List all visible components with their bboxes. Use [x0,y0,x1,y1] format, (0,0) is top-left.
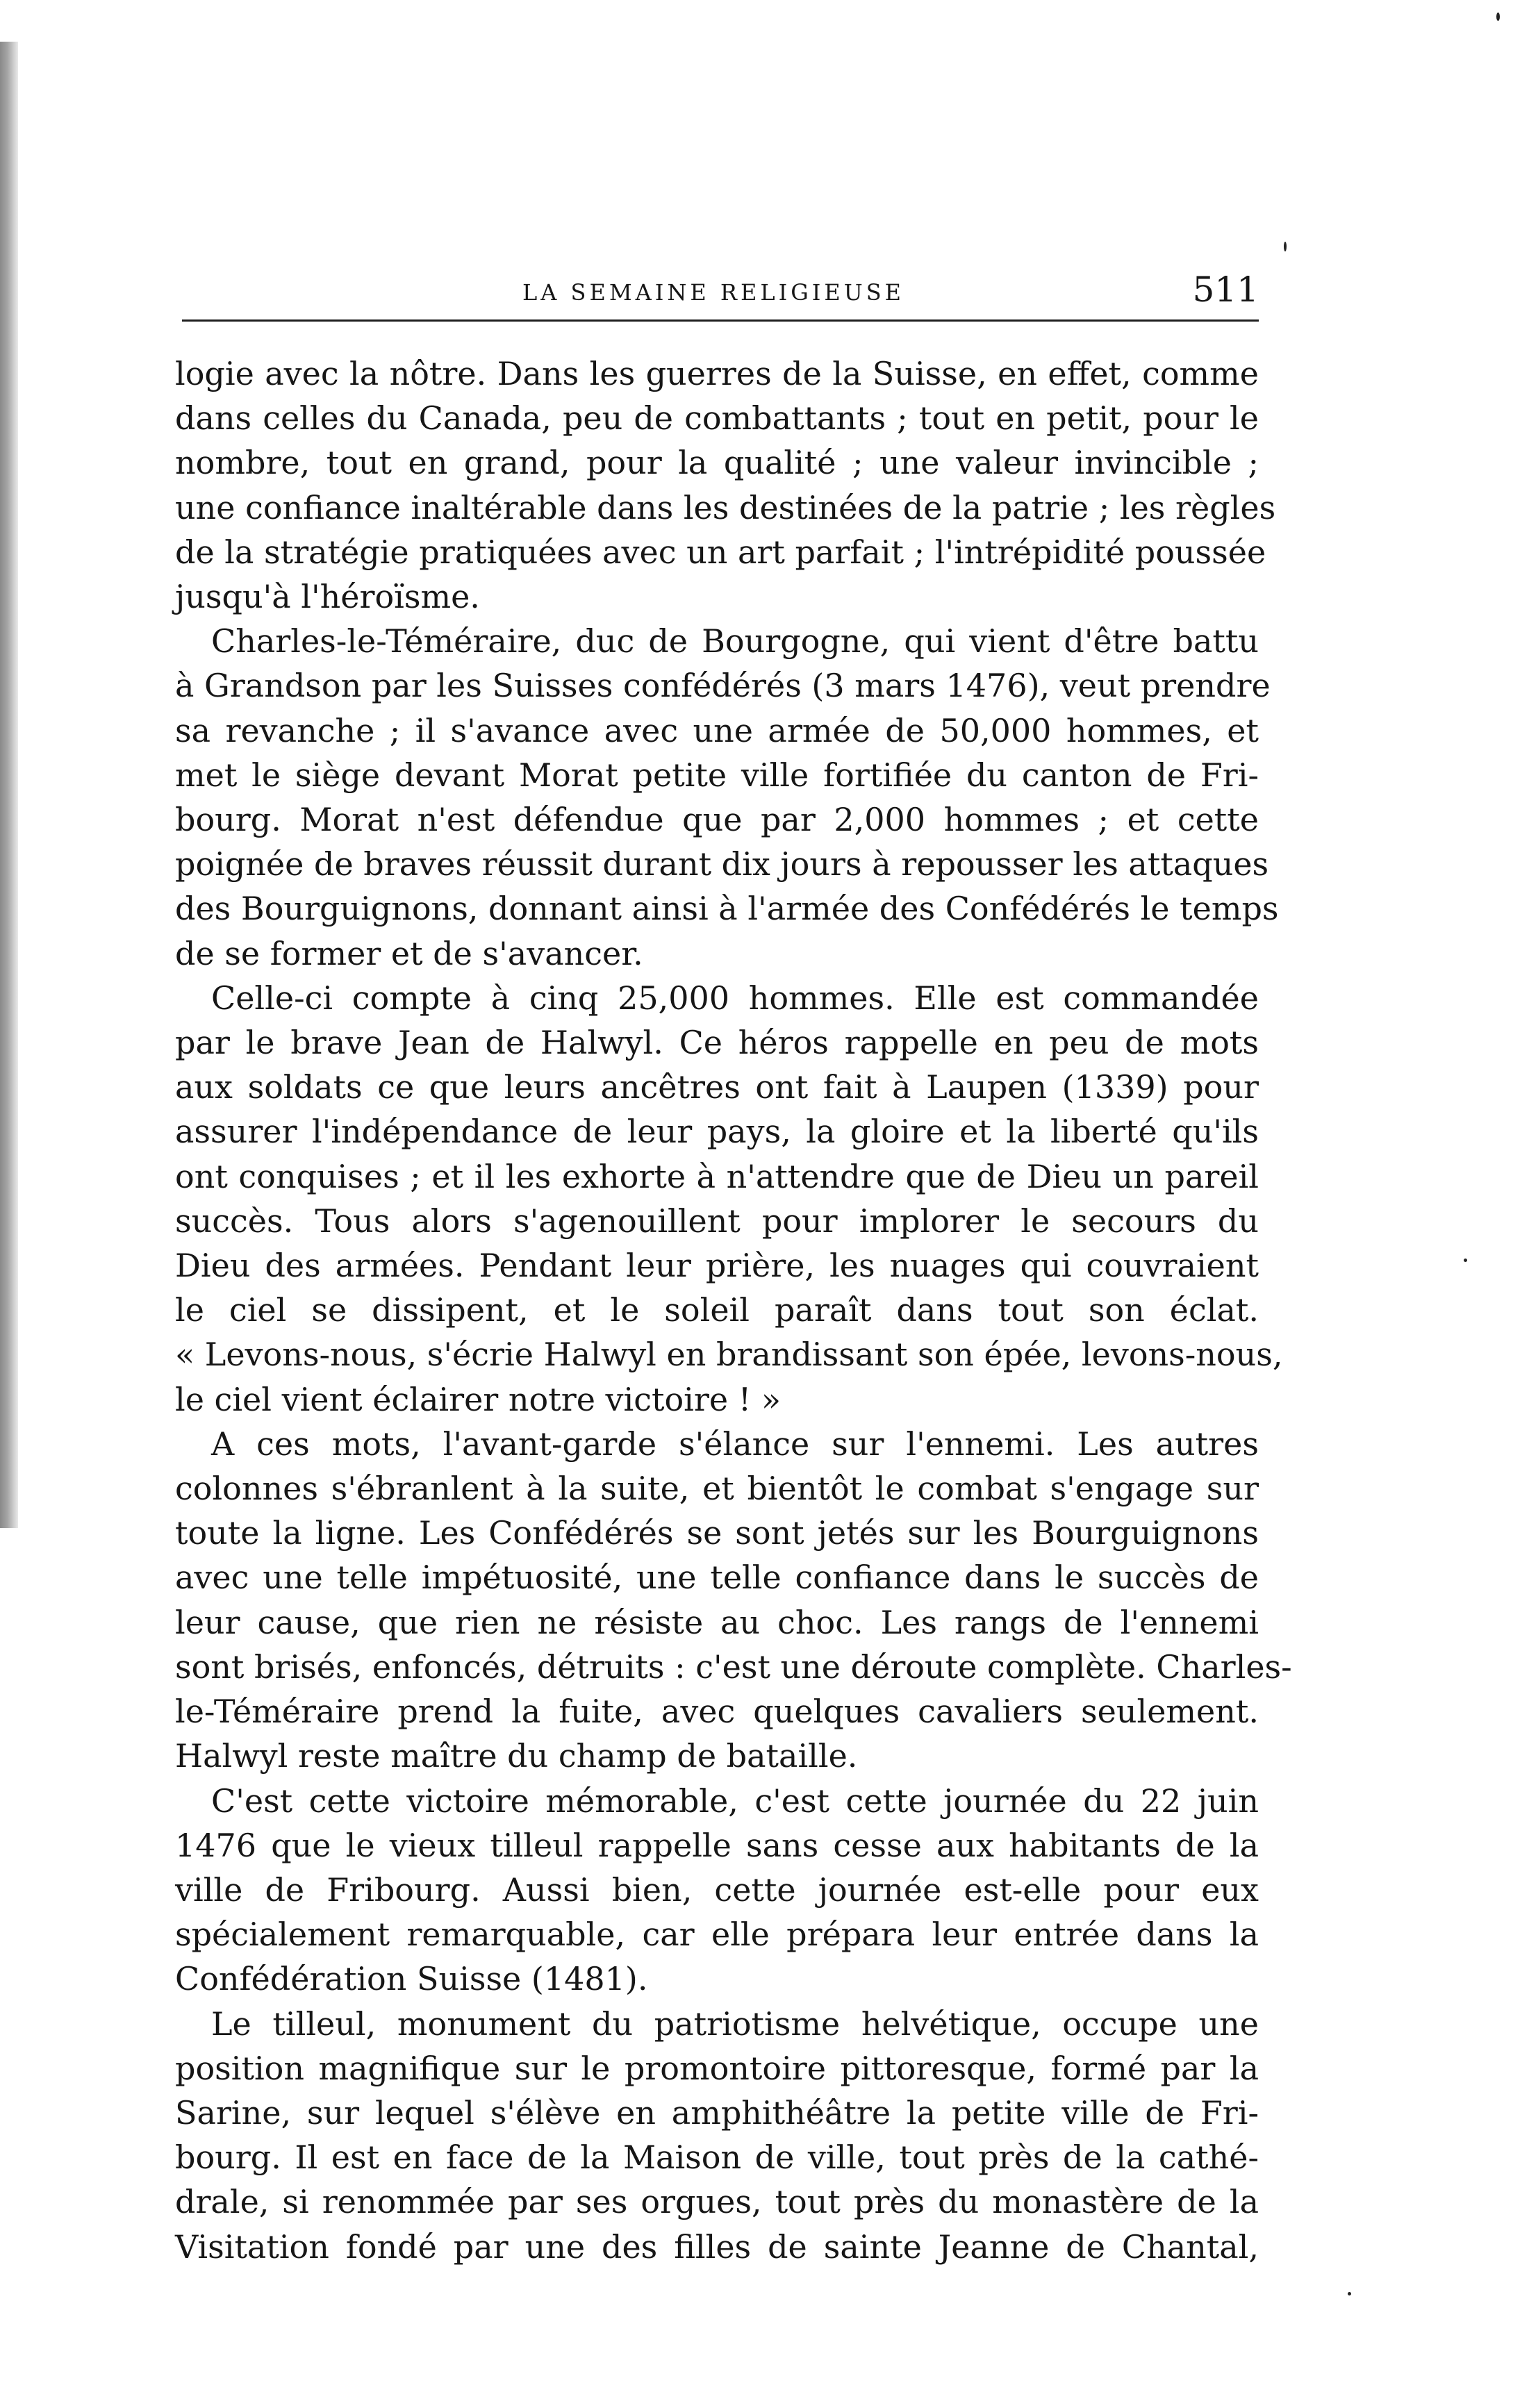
text-line: Le tilleul, monument du patriotisme helvétique, occupe une [211,2004,1259,2043]
text-line: A ces mots, l'avant-garde s'élance sur l'ennemi. Les autres [211,1425,1259,1463]
text-line: logie avec la nôtre. Dans les guerres de la Suisse, en effet, comme [175,355,1259,392]
text-line: des Bourguignons, donnant ainsi à l'armée des Confédérés le temps [175,890,1279,928]
text-line: leur cause, que rien ne résiste au choc. Les rangs de l'ennemi [175,1603,1259,1641]
text-line: le ciel vient éclairer notre victoire ! » [175,1380,781,1418]
text-line: nombre, tout en grand, pour la qualité ; une valeur invincible ; [175,444,1259,482]
paragraph [175,351,1276,619]
text-line: une confiance inaltérable dans les destinées de la patrie ; les règles [175,488,1276,526]
body-text [175,351,1292,2269]
running-title: LA SEMAINE RELIGIEUSE [522,279,905,306]
text-line: Sarine, sur lequel s'élève en amphithéâtre la petite ville de Fri- [175,2093,1259,2132]
text-line: jusqu'à l'héroïsme. [175,578,480,616]
text-line: par le brave Jean de Halwyl. Ce héros rappelle en peu de mots [175,1024,1259,1062]
text-line: spécialement remarquable, car elle prépara leur entrée dans la [175,1916,1259,1954]
text-line: dans celles du Canada, peu de combattants ; tout en petit, pour le [175,399,1259,438]
document-page [175,269,1292,2266]
text-line: position magnifique sur le promontoire pittoresque, formé par la [175,2049,1259,2087]
text-line: « Levons-nous, s'écrie Halwyl en brandissant son épée, levons-nous, [175,1336,1283,1374]
text-line: drale, si renommée par ses orgues, tout près du monastère de la [175,2183,1259,2221]
paragraph [175,1422,1292,1779]
text-line: le-Téméraire prend la fuite, avec quelques cavaliers seulement. [175,1693,1259,1731]
text-line: Dieu des armées. Pendant leur prière, les nuages qui couvraient [175,1247,1259,1285]
text-line: de se former et de s'avancer. [175,934,643,972]
page-number: 511 [1192,269,1259,310]
header-rule [182,319,1259,322]
text-line: C'est cette victoire mémorable, c'est cette journée du 22 juin [211,1782,1259,1820]
text-line: Confédération Suisse (1481). [175,1960,648,1998]
text-line: ville de Fribourg. Aussi bien, cette journée est-elle pour eux [175,1870,1259,1909]
text-line: à Grandson par les Suisses confédérés (3 mars 1476), veut prendre [175,667,1271,705]
text-line: poignée de braves réussit durant dix jours à repousser les attaques [175,845,1269,883]
paragraph [175,976,1283,1422]
text-line: Celle-ci compte à cinq 25,000 hommes. Elle est commandée [211,979,1259,1017]
text-line: 1476 que le vieux tilleul rappelle sans cesse aux habitants de la [175,1826,1259,1864]
text-line: assurer l'indépendance de leur pays, la gloire et la liberté qu'ils [175,1113,1259,1151]
text-line: met le siège devant Morat petite ville fortifiée du canton de Fri- [175,756,1259,794]
scan-speck [1284,242,1287,251]
text-line: bourg. Il est en face de la Maison de ville, tout près de la cathé- [175,2139,1259,2177]
text-line: Visitation fondé par une des filles de sainte Jeanne de Chantal, [175,2227,1259,2266]
scan-speck [1464,1259,1467,1262]
text-line: colonnes s'ébranlent à la suite, et bientôt le combat s'engage sur [175,1470,1259,1508]
text-line: bourg. Morat n'est défendue que par 2,000 hommes ; et cette [175,801,1259,839]
running-header [175,269,1259,319]
text-line: succès. Tous alors s'agenouillent pour implorer le secours du [175,1202,1259,1240]
text-line: toute la ligne. Les Confédérés se sont jetés sur les Bourguignons [175,1514,1259,1552]
text-line: Charles-le-Téméraire, duc de Bourgogne, qui vient d'être battu [211,622,1259,661]
text-line: Halwyl reste maître du champ de bataille. [175,1737,858,1775]
scan-binding-edge [0,42,18,1528]
paragraph [175,619,1279,976]
scan-speck [1348,2292,1351,2295]
paragraph [175,2002,1259,2269]
paragraph [175,1779,1259,2002]
text-line: le ciel se dissipent, et le soleil paraît dans tout son éclat. [175,1291,1259,1329]
text-line: sont brisés, enfoncés, détruits : c'est une déroute complète. Charles- [175,1647,1292,1686]
text-line: avec une telle impétuosité, une telle confiance dans le succès de [175,1559,1259,1597]
text-line: sa revanche ; il s'avance avec une armée de 50,000 hommes, et [175,711,1259,749]
scan-speck [1496,13,1500,21]
text-line: de la stratégie pratiquées avec un art parfait ; l'intrépidité poussée [175,533,1266,571]
text-line: aux soldats ce que leurs ancêtres ont fait à Laupen (1339) pour [175,1068,1259,1106]
text-line: ont conquises ; et il les exhorte à n'attendre que de Dieu un pareil [175,1157,1259,1195]
